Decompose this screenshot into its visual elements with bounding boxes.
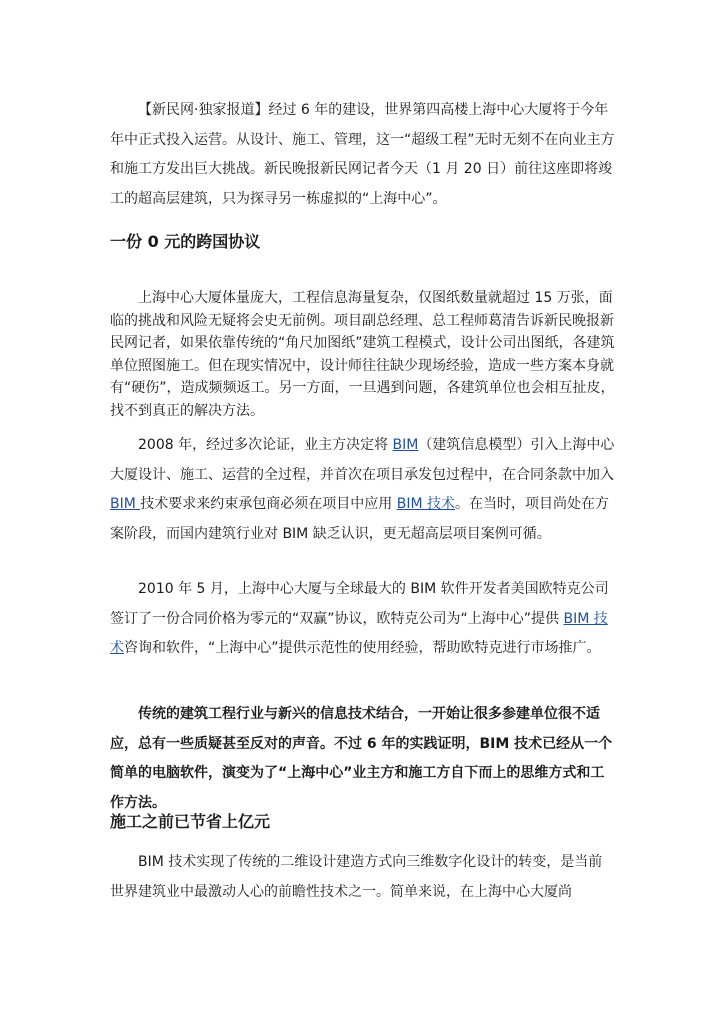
body-paragraph: 上海中心大厦体量庞大，工程信息海量复杂，仅图纸数量就超过 15 万张，面临的挑战和风险无疑将会史无前例。项目副总经理、总工程师葛清告诉新民晚报新民网记者，如果依靠传统的“角尺加图纸”建筑工程模式，设计公司出图纸，各建筑单位照图施工。但在现实情况中，设计师往往缺少现场经验，造成一些方案本身就有“硬伤”，造成频频返工。另一方面，一旦遇到问题，各建筑单位也会相互扯皮，找不到真正的解决方法。 [110,290,615,419]
section-heading: 一份 0 元的跨国协议 [110,232,261,251]
bold-paragraph: 传统的建筑工程行业与新兴的信息技术结合，一开始让很多参建单位很不适应，总有一些质疑甚至反对的声音。不过 6 年的实践证明，BIM 技术已经从一个简单的电脑软件，演变为了“上海中心”业主方和施工方自下而上的思维方式和工作方法。 [110,706,613,811]
section2-heading-block [110,810,615,834]
section2-p1-block [110,848,615,907]
section1-p1-block [110,287,615,422]
paragraph-text: 。在当时，项目尚处在方案阶段，而国内建筑行业对 BIM 缺乏认识，更无超高层项目案例可循。 [110,496,609,542]
paragraph-text: 2008 年，经过多次论证，业主方决定将 [138,437,393,453]
body-paragraph: BIM 技术实现了传统的二维设计建造方式向三维数字化设计的转变，是当前世界建筑业中最激动人心的前瞻性技术之一。简单来说，在上海中心大厦尚 [110,854,603,900]
intro-paragraph-block [110,96,615,214]
bim-technology-link[interactable]: BIM 技术 [396,496,455,512]
section1-p2-block [110,431,615,549]
paragraph-text: （建筑信息模型）引入上海中心大厦设计、施工、运营的全过程，并首次在项目承发包过程中，在合同条款中加入 [110,437,615,483]
paragraph-text: 2010 年 5 月，上海中心大厦与全球最大的 BIM 软件开发者美国欧特克公司签订了一份合同价格为零元的“双赢”协议，欧特克公司为“上海中心”提供 [110,581,609,627]
paragraph-text: 技术要求来约束承包商必须在项目中应用 [140,496,397,512]
paragraph-text: 咨询和软件，“上海中心”提供示范性的使用经验，帮助欧特克进行市场推广。 [124,640,601,656]
section1-heading-block [110,230,615,254]
bim-technology-link[interactable]: BIM 技术 [110,610,608,656]
bim-link[interactable]: BIM [110,496,141,512]
body-paragraph-with-links [110,431,615,549]
intro-paragraph: 【新民网·独家报道】经过 6 年的建设，世界第四高楼上海中心大厦将于今年年中正式投入运营。从设计、施工、管理，这一“超级工程”无时无刻不在向业主方和施工方发出巨大挑战。新民晚报新民网记者今天（1 月 20 日）前往这座即将竣工的超高层建筑，只为探寻另一栋虚拟的“上海中心”。 [110,102,615,207]
body-paragraph-with-link [110,575,615,664]
section-heading: 施工之前已节省上亿元 [110,812,271,831]
bim-link[interactable]: BIM [392,437,419,453]
section1-p3-block [110,575,615,664]
section1-bold-block [110,700,615,818]
